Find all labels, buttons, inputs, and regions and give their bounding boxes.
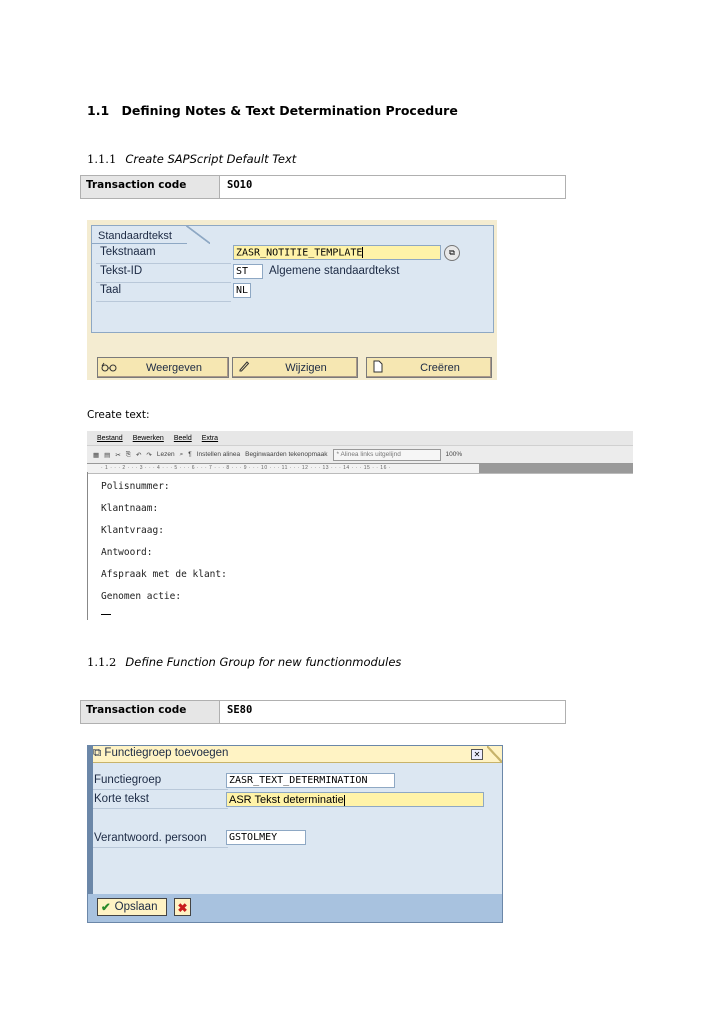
field-label-functiegroep: Functiegroep <box>94 774 162 786</box>
transaction-value: SE80 <box>227 704 253 716</box>
matchcode-icon[interactable]: ⧉ <box>444 245 460 261</box>
text-cursor <box>101 614 111 615</box>
undo-icon[interactable]: ↶ <box>135 451 142 459</box>
section-heading <box>87 103 458 118</box>
save-icon[interactable]: ▦ <box>93 451 100 459</box>
dialog-title-text: Functiegroep toevoegen <box>104 747 229 759</box>
doc-line-1[interactable]: Polisnummer: <box>101 481 170 492</box>
print-icon[interactable]: ▤ <box>104 451 111 459</box>
tekstnaam-value: ZASR_NOTITIE_TEMPLATE <box>236 247 363 259</box>
editor-toolbar <box>87 445 633 463</box>
korte-tekst-value: ASR Tekst determinatie <box>229 794 344 806</box>
transaction-label: Transaction code <box>81 701 220 723</box>
field-label-taal: Taal <box>100 284 122 296</box>
char-style-label[interactable]: Beginwaarden tekenopmaak <box>245 451 328 458</box>
style-label[interactable]: Instellen alinea <box>196 451 241 458</box>
create-text-label: Create text: <box>87 409 150 421</box>
create-button-label: Creëren <box>420 361 460 374</box>
transaction-value: SO10 <box>227 179 253 191</box>
subsection-title: Define Function Group for new functionmodules <box>125 655 402 669</box>
menu-extra[interactable]: Extra <box>201 434 219 442</box>
doc-line-6[interactable]: Genomen actie: <box>101 591 182 602</box>
zoom-select[interactable]: 100% <box>445 451 463 458</box>
transaction-label: Transaction code <box>81 176 220 198</box>
pilcrow-icon[interactable]: ¶ <box>188 451 192 458</box>
verantwoord-persoon-input[interactable]: GSTOLMEY <box>226 830 306 845</box>
glasses-icon <box>98 361 120 375</box>
so10-screen <box>87 220 497 380</box>
change-button[interactable] <box>232 357 358 378</box>
save-button[interactable] <box>97 898 167 916</box>
tekstnaam-input[interactable] <box>233 245 441 260</box>
dialog-icon: ⧉ <box>93 747 102 759</box>
close-icon[interactable]: ✕ <box>471 749 483 760</box>
checkmark-icon: ✔ <box>101 902 111 914</box>
subsection-heading-1 <box>87 152 296 167</box>
doc-line-3[interactable]: Klantvraag: <box>101 525 164 536</box>
tekst-id-input[interactable]: ST <box>233 264 263 279</box>
editor-menubar <box>87 431 633 445</box>
doc-line-2[interactable]: Klantnaam: <box>101 503 159 514</box>
redo-icon[interactable]: ↷ <box>146 451 152 459</box>
korte-tekst-input[interactable] <box>226 792 484 807</box>
section-title: Defining Notes & Text Determination Procedure <box>121 103 458 118</box>
tekst-id-description: Algemene standaardtekst <box>269 265 400 277</box>
text-editor <box>87 431 633 621</box>
function-group-dialog <box>87 745 503 923</box>
editor-ruler: · 1 · · · 2 · · · 3 · · · 4 · · · 5 · · · 6 · · · 7 · · · 8 · · · 9 · · · 10 · · · 11 · · · 12 · · · 13 · · · 14 · · · 15 · · 16 · <box>87 463 633 474</box>
save-button-label: Opslaan <box>114 901 158 913</box>
display-button[interactable] <box>97 357 229 378</box>
pencil-icon <box>233 360 255 375</box>
field-label-tekst-id: Tekst-ID <box>100 265 143 277</box>
display-button-label: Weergeven <box>145 361 203 374</box>
transaction-table-1 <box>80 175 566 199</box>
transaction-table-2 <box>80 700 566 724</box>
dialog-titlebar <box>88 746 502 763</box>
read-button[interactable]: Lezen <box>156 451 175 458</box>
field-label-verantwoord-persoon: Verantwoord. persoon <box>94 832 207 844</box>
subsection-number: 1.1.2 <box>87 655 117 669</box>
cancel-icon[interactable]: ✖ <box>174 898 191 916</box>
field-label-korte-tekst: Korte tekst <box>94 793 149 805</box>
section-number: 1.1 <box>87 103 110 118</box>
paragraph-style-select[interactable]: * Alinea links uitgelijnd <box>333 449 441 461</box>
find-icon[interactable]: ⌕ <box>179 450 184 458</box>
standard-text-group <box>91 225 494 333</box>
change-button-label: Wijzigen <box>285 361 327 374</box>
group-title: Standaardtekst <box>98 230 172 242</box>
doc-line-4[interactable]: Antwoord: <box>101 547 153 558</box>
dialog-title <box>93 747 228 760</box>
menu-bestand[interactable]: Bestand <box>97 434 123 442</box>
taal-input[interactable]: NL <box>233 283 251 298</box>
field-label-tekstnaam: Tekstnaam <box>100 246 156 258</box>
menu-bewerken[interactable]: Bewerken <box>132 434 164 442</box>
document-icon <box>367 360 389 376</box>
copy-icon[interactable]: ⎘ <box>125 450 131 458</box>
cut-icon[interactable]: ✂ <box>115 451 121 459</box>
functiegroep-input[interactable]: ZASR_TEXT_DETERMINATION <box>226 773 395 788</box>
subsection-title: Create SAPScript Default Text <box>125 152 297 166</box>
doc-line-5[interactable]: Afspraak met de klant: <box>101 569 227 580</box>
subsection-heading-2 <box>87 655 401 670</box>
subsection-number: 1.1.1 <box>87 152 117 166</box>
menu-beeld[interactable]: Beeld <box>173 434 192 442</box>
create-button[interactable] <box>366 357 492 378</box>
